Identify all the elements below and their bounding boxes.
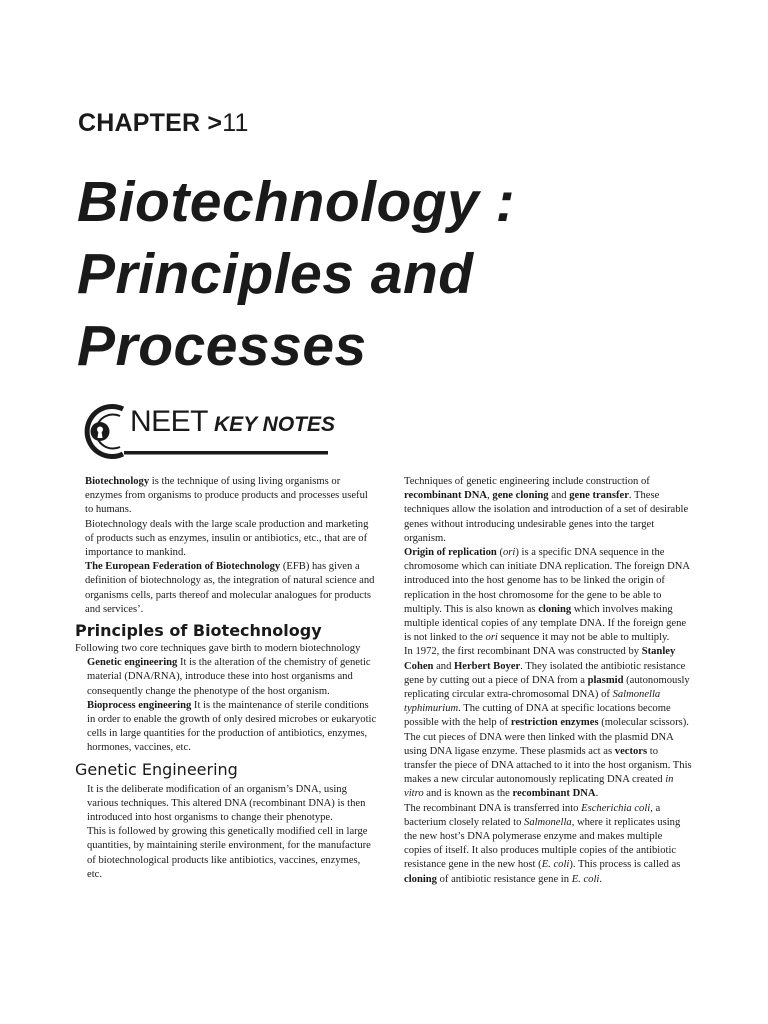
chapter-title <box>77 166 737 382</box>
badge-neet: NEET <box>130 405 209 438</box>
term: Biotechnology <box>85 476 150 487</box>
term: The European Federation of Biotechnology <box>85 561 281 573</box>
paragraph: The cut pieces of DNA were then linked with the plasmid DNA using DNA ligase enzyme. These plasmids act as vectors to transfer the piece of DNA attached to it into the host organism. This makes a new circular autonomously replicating DNA created in vitro and is known as the recombinant DNA. <box>404 731 692 800</box>
title-line-1: Biotechnology : <box>77 170 516 234</box>
paragraph: In 1972, the first recombinant DNA was constructed by Stanley Cohen and Herbert Boyer. They isolated the antibiotic resistance gene by cutting out a piece of DNA from a plasmid (autonomously replicating circular extra-chromosomal DNA) of Salmonella typhimurium. The cutting of DNA at specific locations become possible with the help of restriction enzymes (molecular scissors). <box>404 646 690 729</box>
paragraph: Origin of replication (ori) is a specific DNA sequence in the chromosome which can initiate DNA replication. The foreign DNA introduced into the host genome has to be linked the origin of replication in the host chromosome for the gene to be able to multiply. This is also known as cloning which involves making multiple identical copies of any template DNA. If the foreign gene is not linked to the ori sequence it may not be able to multiply. <box>404 547 690 644</box>
paragraph: Bioprocess engineering It is the maintenance of sterile conditions in order to enable the growth of only desired microbes or eukaryotic cells in large quantities for the production of antibiotics, enzymes, hormones, vaccines, etc. <box>87 699 377 754</box>
chapter-label <box>78 109 249 138</box>
paragraph: Biotechnology is the technique of using living organisms or enzymes from organisms to produce products and processes useful to humans. <box>85 476 368 516</box>
paragraph: Following two core techniques gave birth to modern biotechnology <box>75 643 361 655</box>
title-line-2: Principles and <box>77 242 474 306</box>
term: Bioprocess engineering <box>87 699 192 711</box>
chapter-word: CHAPTER <box>78 109 201 137</box>
paragraph: The European Federation of Biotechnology (EFB) has given a definition of biotechnology as, the integration of natural science and organisms cells, parts thereof and molecular analogues for products and services’. <box>85 561 375 615</box>
section-heading-principles: Principles of Biotechnology <box>75 621 322 641</box>
neet-key-notes-badge <box>130 405 335 439</box>
chapter-number: 11 <box>222 109 249 137</box>
paragraph: Techniques of genetic engineering include construction of recombinant DNA, gene cloning and gene transfer. These techniques allow the isolation and introduction of a set of desirable genes without introducing undesirable genes into the target organism. <box>404 476 689 544</box>
paragraph: This is followed by growing this genetically modified cell in large quantities, by maintaining sterile environment, for the manufacture of biotechnological products like antibiotics, vaccines, enzymes, etc. <box>87 826 371 880</box>
paragraph: It is the deliberate modification of an organism’s DNA, using various techniques. This altered DNA (recombinant DNA) is then introduced into host organisms to change their phenotype. <box>87 783 366 824</box>
right-column <box>404 475 692 887</box>
title-line-3: Processes <box>77 314 367 378</box>
term: Genetic engineering <box>87 657 178 669</box>
badge-key-notes: KEY NOTES <box>214 413 335 436</box>
section-heading-genetic-engineering: Genetic Engineering <box>75 759 238 779</box>
paragraph: The recombinant DNA is transferred into Escherichia coli, a bacterium closely related to Salmonella, where it replicates using the new host’s DNA polymerase enzyme and makes multiple copies of itself. It also produces multiple copies of the antibiotic resistance gene in the new host (E. coli). This process is called as cloning of antibiotic resistance gene in E. coli. <box>404 802 681 885</box>
left-column <box>75 475 377 882</box>
chapter-separator: > <box>207 109 223 137</box>
paragraph: Genetic engineering It is the alteration of the chemistry of genetic material (DNA/RNA), introduce these into host organisms and consequently change the phenotype of the host organism. <box>87 657 371 697</box>
paragraph: Biotechnology deals with the large scale production and marketing of products such as enzymes, insulin or antibiotics, etc., that are of importance to mankind. <box>85 518 369 559</box>
